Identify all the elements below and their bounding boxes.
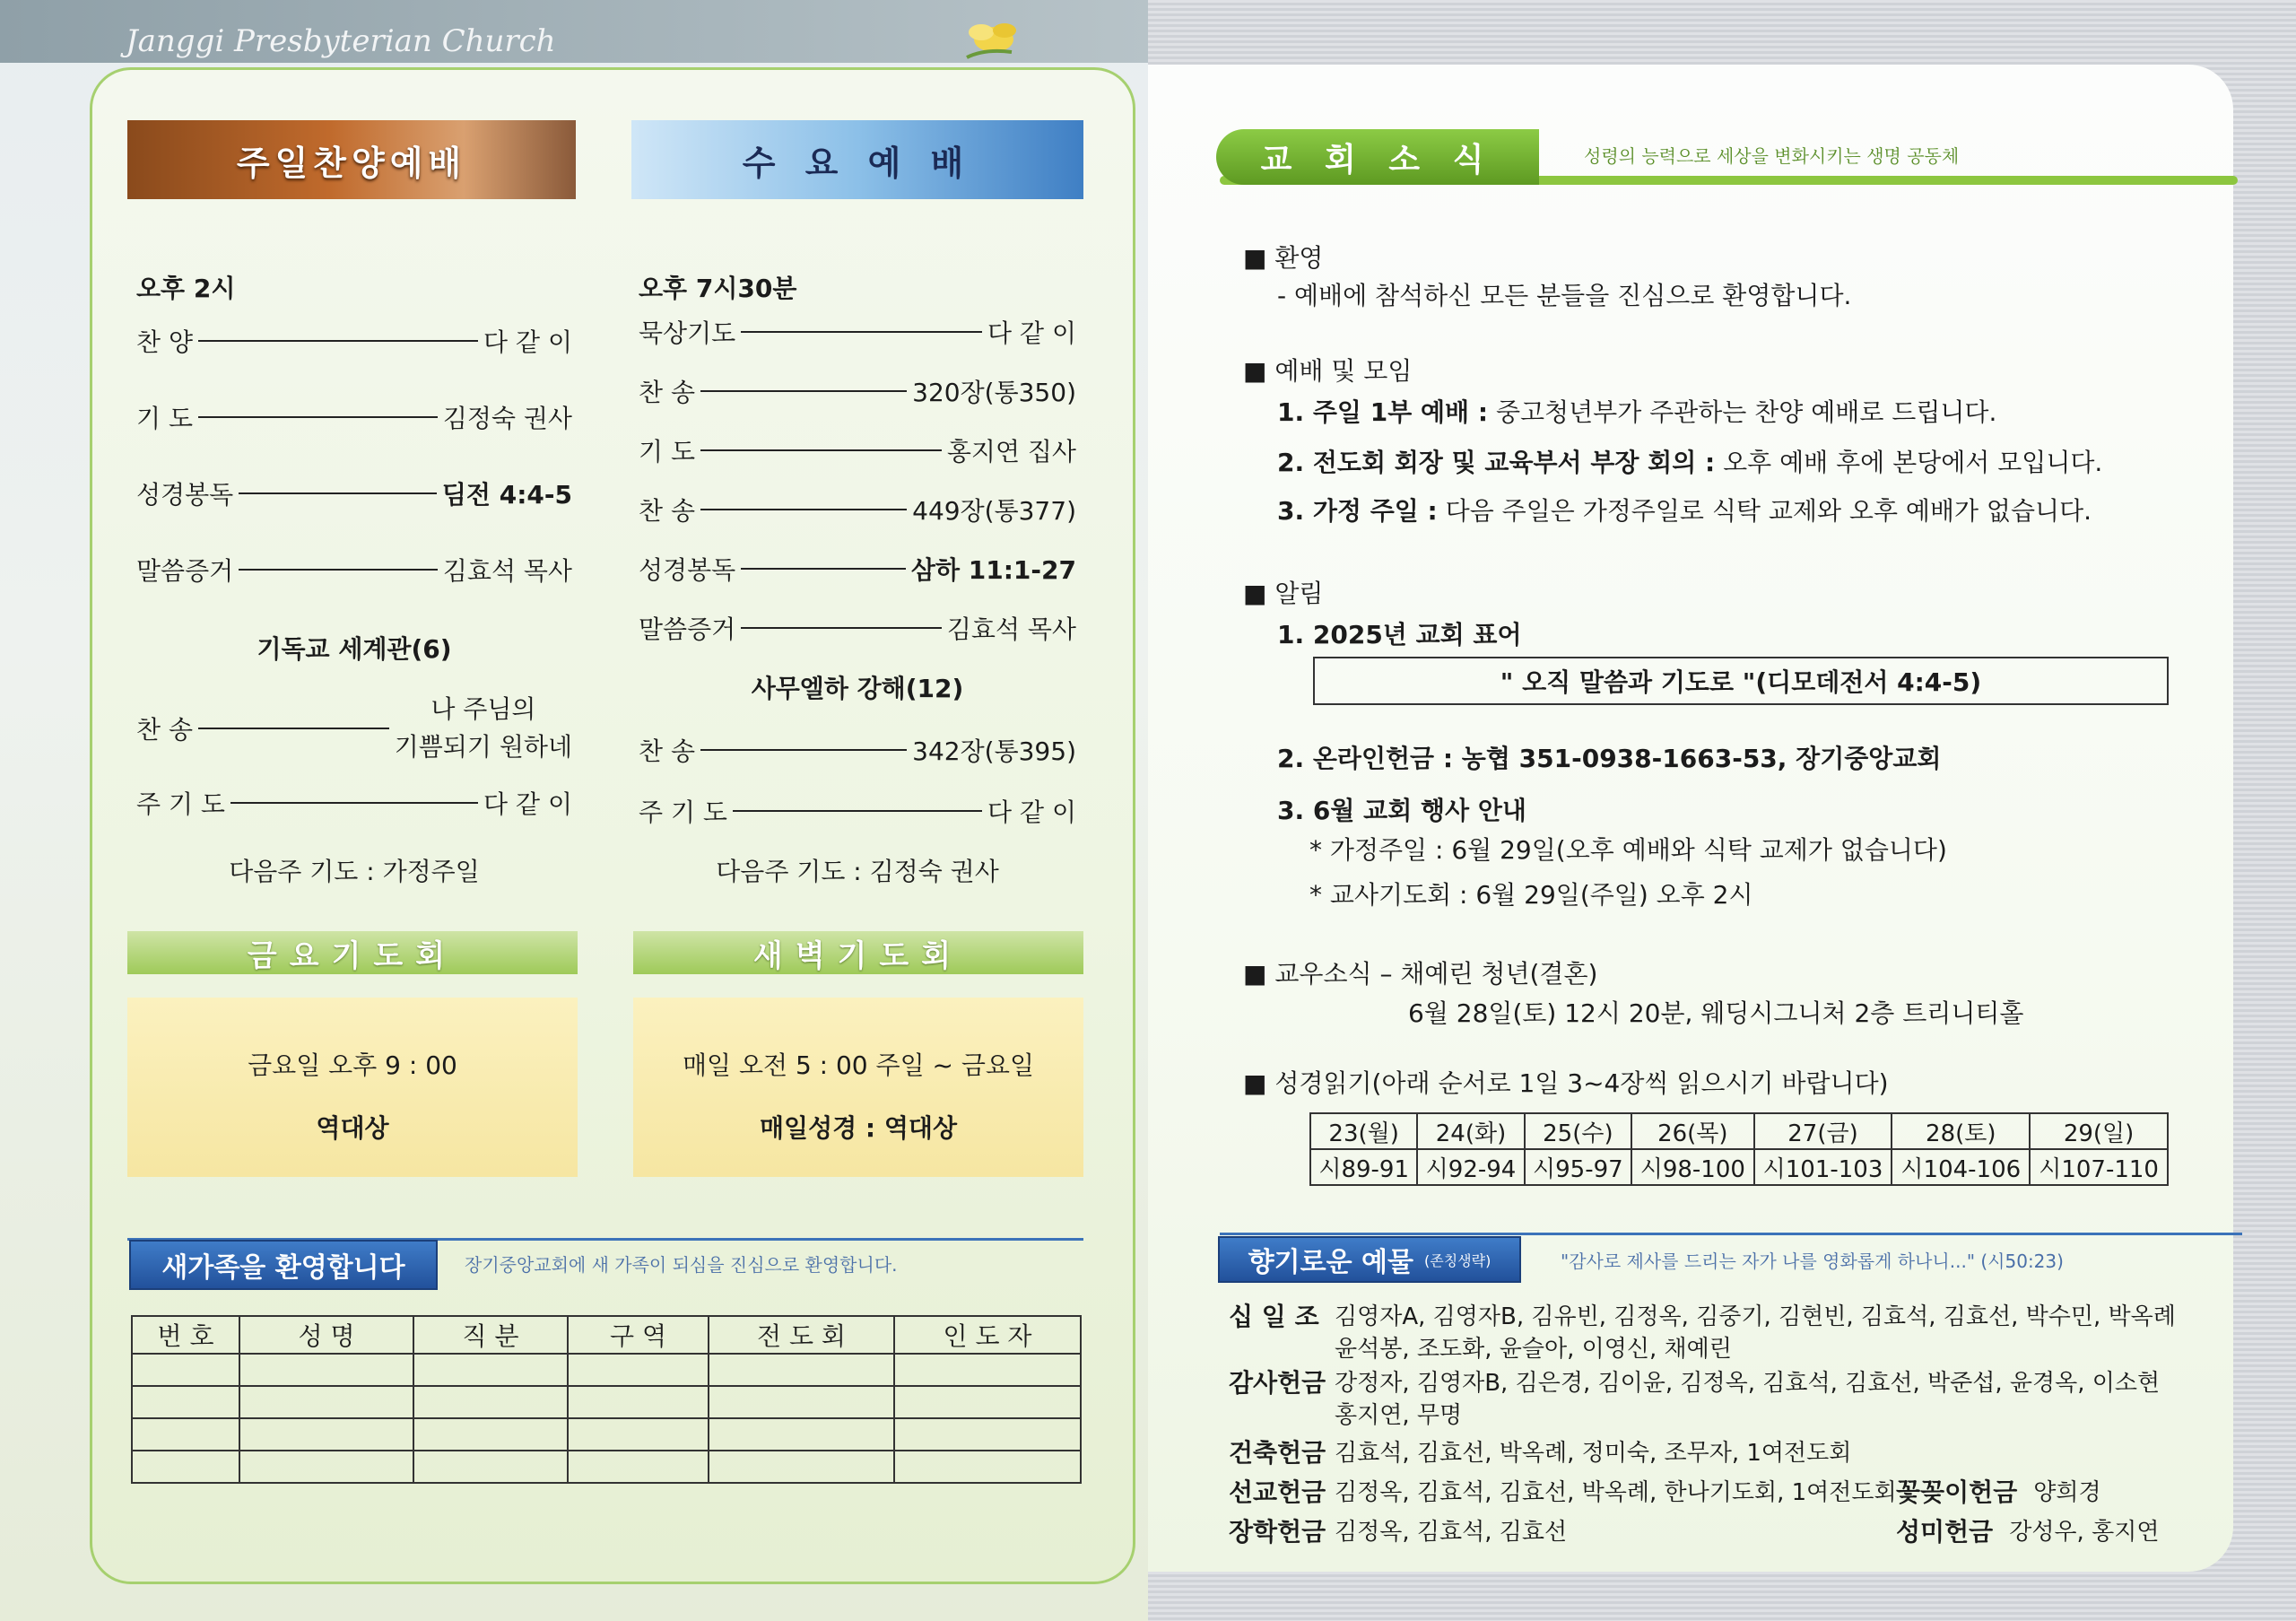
sunday-sermon-title: 기독교 세계관(6) [257, 634, 452, 664]
item-label: 찬 양 [136, 327, 193, 357]
item-value: 다 같 이 [987, 318, 1076, 348]
sunday-hymn [136, 691, 572, 766]
wednesday-service-header [631, 120, 1083, 199]
right-page [1148, 0, 2296, 1621]
motto-text: " 오직 말씀과 기도로 " [1500, 667, 1756, 697]
offering-category: 장학헌금 [1229, 1517, 1326, 1547]
reading-chapter: 시95-97 [1525, 1149, 1631, 1185]
bible-reading-table [1309, 1112, 2169, 1186]
offerings-rule [1220, 1233, 2242, 1235]
newcomer-table [131, 1315, 1082, 1484]
leader-line [741, 627, 942, 629]
item-label: 기 도 [639, 437, 695, 466]
leader-line [700, 509, 907, 510]
worship-item [1277, 492, 2092, 527]
wednesday-sermon-title: 사무엘하 강해(12) [751, 674, 964, 703]
table-row [132, 1386, 1081, 1418]
sunday-item [136, 475, 572, 511]
worship-heading: ■ 예배 및 모임 [1243, 356, 1413, 386]
offering-row-thanks [1229, 1367, 2160, 1432]
leader-line [230, 802, 478, 804]
col-guide: 인 도 자 [894, 1316, 1081, 1354]
col-number: 번 호 [132, 1316, 239, 1354]
table-row [132, 1354, 1081, 1386]
notice-heading-text: 알림 [1274, 579, 1324, 608]
item-label: 묵상기도 [639, 318, 736, 348]
wednesday-item [639, 610, 1076, 646]
bible-reading-heading: ■ 성경읽기(아래 순서로 1일 3~4장씩 읽으시기 바랍니다) [1243, 1068, 1889, 1098]
june-event-item: * 교사기도회 : 6월 29일(주일) 오후 2시 [1309, 880, 1753, 910]
worship-item [1277, 443, 2102, 479]
col-position: 직 분 [413, 1316, 568, 1354]
friday-time: 금요일 오후 9 : 00 [248, 1050, 457, 1080]
item-label: 말씀증거 [136, 556, 234, 586]
wednesday-item [639, 793, 1076, 829]
item-value: 딤전 4:4-5 [441, 480, 572, 510]
bible-reading-text: 성경읽기(아래 순서로 1일 3~4장씩 읽으시기 바랍니다) [1274, 1068, 1889, 1098]
leader-line [198, 728, 389, 729]
item-label: 찬 송 [639, 378, 695, 407]
item-label: 기 도 [136, 404, 193, 433]
offering-category: 건축헌금 [1229, 1438, 1326, 1468]
worship-item-title: 1. 주일 1부 예배 : [1277, 397, 1489, 427]
leader-line [198, 416, 438, 418]
sunday-item [136, 785, 572, 821]
offering-category: 성미헌금 [1896, 1517, 1994, 1547]
member-news-heading: ■ 교우소식 – 채예린 청년(결혼) [1243, 959, 1598, 989]
item-value: 김정숙 권사 [442, 404, 572, 433]
offering-donors-cont: 윤석봉, 조도화, 윤슬아, 이영신, 채예린 [1335, 1336, 1732, 1363]
item-label: 찬 송 [639, 736, 695, 766]
offering-row-flower [1896, 1477, 2101, 1509]
worship-heading-text: 예배 및 모임 [1274, 356, 1413, 386]
offering-donors: 김정옥, 김효석, 김효선, 박옥례, 한나기도회, 1여전도회 [1335, 1479, 1897, 1506]
june-events-heading: 3. 6월 교회 행사 안내 [1277, 796, 1526, 825]
friday-prayer-title: 금요기도회 [247, 937, 458, 974]
friday-text: 역대상 [316, 1113, 389, 1143]
offering-row-rice [1896, 1516, 2159, 1548]
item-value: 449장(통377) [912, 496, 1076, 526]
offering-donors: 강성우, 홍지연 [2009, 1519, 2160, 1546]
dawn-prayer-title: 새벽기도회 [752, 937, 964, 974]
reading-day: 26(목) [1631, 1113, 1754, 1149]
item-label: 성경봉독 [136, 480, 234, 510]
motto-box [1313, 657, 2169, 705]
item-label: 찬 송 [639, 496, 695, 526]
reading-chapter: 시101-103 [1754, 1149, 1892, 1185]
dawn-prayer-header [633, 931, 1083, 974]
item-label: 성경봉독 [639, 555, 736, 585]
sunday-next-prayer: 다음주 기도 : 가정주일 [229, 857, 480, 886]
worship-item-title: 3. 가정 주일 : [1277, 496, 1438, 526]
leader-line [239, 569, 438, 571]
offerings-title-note: (존칭생략) [1424, 1251, 1492, 1269]
item-value: 김효석 목사 [442, 556, 572, 586]
item-value: 다 같 이 [483, 789, 572, 819]
wednesday-item [639, 492, 1076, 527]
sunday-order [136, 269, 572, 897]
table-row [132, 1418, 1081, 1451]
sunday-item [136, 323, 572, 359]
friday-prayer-box [127, 998, 578, 1177]
news-header [1216, 129, 1539, 185]
leader-line [741, 568, 906, 570]
offering-category: 선교헌금 [1229, 1477, 1326, 1507]
item-value: 320장(통350) [912, 378, 1076, 407]
offering-row-tithe [1229, 1301, 2176, 1365]
leader-line [700, 449, 942, 451]
item-value: 홍지연 집사 [946, 437, 1076, 466]
item-value: 삼하 11:1-27 [910, 555, 1076, 585]
news-title: 교 회 소 식 [1260, 141, 1495, 179]
reading-chapters-row [1310, 1149, 2168, 1185]
welcome-heading-text: 환영 [1274, 243, 1324, 273]
church-name: Janggi Presbyterian Church [126, 23, 556, 59]
offerings-header [1218, 1236, 1521, 1283]
offering-category: 꽃꽂이헌금 [1896, 1477, 2018, 1507]
friday-prayer-header [127, 931, 578, 974]
leader-line [733, 810, 982, 812]
sunday-service-header [127, 120, 576, 199]
hymn-line-2: 기쁨되기 원하네 [394, 732, 572, 762]
wednesday-item [639, 732, 1076, 768]
wednesday-order [639, 269, 1076, 897]
wednesday-service-title: 수 요 예 배 [742, 143, 973, 183]
worship-item-text: 중고청년부가 주관하는 찬양 예배로 드립니다. [1488, 397, 1997, 427]
wednesday-next-prayer: 다음주 기도 : 김정숙 권사 [716, 857, 999, 886]
reading-day: 25(수) [1525, 1113, 1631, 1149]
item-label: 주 기 도 [136, 789, 225, 819]
newcomers-header [129, 1240, 438, 1290]
reading-days-row [1310, 1113, 2168, 1149]
welcome-text: - 예배에 참석하신 모든 분들을 진심으로 환영합니다. [1277, 281, 1852, 310]
worship-item-text: 오후 예배 후에 본당에서 모입니다. [1715, 448, 2103, 477]
newcomers-title: 새가족을 환영합니다 [161, 1252, 405, 1284]
sunday-time: 오후 2시 [136, 274, 236, 303]
col-mission-group: 전 도 회 [709, 1316, 894, 1354]
item-value: 다 같 이 [987, 797, 1076, 827]
dawn-text: 매일성경 : 역대상 [759, 1113, 958, 1143]
motto-reference: (디모데전서 4:4-5) [1755, 667, 1982, 697]
offering-donors: 김효석, 김효선, 박옥례, 정미숙, 조무자, 1여전도회 [1335, 1440, 1852, 1467]
offering-donors: 양희경 [2033, 1479, 2101, 1506]
reading-chapter: 시89-91 [1310, 1149, 1417, 1185]
wednesday-item [639, 551, 1076, 587]
reading-chapter: 시104-106 [1892, 1149, 2030, 1185]
item-label: 말씀증거 [639, 614, 736, 644]
offerings-title: 향기로운 예물 [1248, 1247, 1413, 1278]
offering-donors-cont: 홍지연, 무명 [1335, 1402, 1463, 1429]
flower-icon [958, 13, 1030, 65]
reading-chapter: 시98-100 [1631, 1149, 1754, 1185]
leader-line [741, 331, 982, 333]
motto-heading: 1. 2025년 교회 표어 [1277, 620, 1522, 649]
worship-item [1277, 393, 1996, 429]
sunday-item [136, 399, 572, 435]
reading-day: 28(토) [1892, 1113, 2030, 1149]
reading-day: 27(금) [1754, 1113, 1892, 1149]
leader-line [700, 390, 907, 392]
offering-category: 감사헌금 [1229, 1368, 1326, 1398]
news-subtitle: 성령의 능력으로 세상을 변화시키는 생명 공동체 [1584, 145, 1960, 167]
leader-line [198, 340, 478, 342]
offering-row-scholarship [1229, 1516, 1567, 1548]
wednesday-item [639, 314, 1076, 350]
reading-day: 23(월) [1310, 1113, 1417, 1149]
item-label: 찬 송 [136, 715, 193, 745]
sunday-item [136, 552, 572, 588]
reading-chapter: 시92-94 [1417, 1149, 1524, 1185]
leader-line [239, 492, 437, 494]
newcomers-subtitle: 장기중앙교회에 새 가족이 되심을 진심으로 환영합니다. [465, 1254, 898, 1276]
table-header-row [132, 1316, 1081, 1354]
offerings-verse: "감사로 제사를 드리는 자가 나를 영화롭게 하나니..." (시50:23) [1561, 1251, 2064, 1272]
hymn-line-1: 나 주님의 [430, 694, 536, 724]
item-value: 342장(통395) [912, 736, 1076, 766]
offering-donors: 김영자A, 김영자B, 김유빈, 김정옥, 김중기, 김현빈, 김효석, 김효선, 박수민, 박옥례 [1335, 1303, 2176, 1330]
item-value: 다 같 이 [483, 327, 572, 357]
dawn-time: 매일 오전 5 : 00 주일 ~ 금요일 [682, 1050, 1035, 1080]
welcome-heading: ■ 환영 [1243, 243, 1324, 273]
offering-donors: 강정자, 김영자B, 김은경, 김이윤, 김정옥, 김효석, 김효선, 박준섭, 윤경옥, 이소현 [1335, 1370, 2161, 1397]
reading-chapter: 시107-110 [2030, 1149, 2168, 1185]
col-district: 구 역 [568, 1316, 709, 1354]
reading-day: 24(화) [1417, 1113, 1524, 1149]
worship-item-text: 다음 주일은 가정주일로 식탁 교제와 오후 예배가 없습니다. [1437, 496, 2092, 526]
offering-category: 십 일 조 [1229, 1302, 1319, 1331]
sunday-service-title: 주일찬양예배 [236, 143, 467, 183]
member-news-text: 교우소식 – 채예린 청년(결혼) [1274, 959, 1598, 989]
member-news-detail: 6월 28일(토) 12시 20분, 웨딩시그니처 2층 트리니티홀 [1408, 998, 2024, 1028]
reading-day: 29(일) [2030, 1113, 2168, 1149]
wednesday-item [639, 432, 1076, 468]
item-value: 김효석 목사 [946, 614, 1076, 644]
wednesday-item [639, 373, 1076, 409]
table-row [132, 1451, 1081, 1483]
offering-donors: 김정옥, 김효석, 김효선 [1335, 1519, 1568, 1546]
item-label: 주 기 도 [639, 797, 727, 827]
offering-row-building [1229, 1437, 1851, 1469]
wednesday-time: 오후 7시30분 [639, 274, 797, 303]
dawn-prayer-box [633, 998, 1083, 1177]
offering-row-mission [1229, 1477, 1897, 1509]
online-offering: 2. 온라인헌금 : 농협 351-0938-1663-53, 장기중앙교회 [1277, 744, 1942, 773]
leader-line [700, 749, 907, 751]
worship-item-title: 2. 전도회 회장 및 교육부서 부장 회의 : [1277, 448, 1716, 477]
june-event-item: * 가정주일 : 6월 29일(오후 예배와 식탁 교제가 없습니다) [1309, 835, 1947, 865]
notice-heading: ■ 알림 [1243, 579, 1324, 608]
col-name: 성 명 [239, 1316, 413, 1354]
